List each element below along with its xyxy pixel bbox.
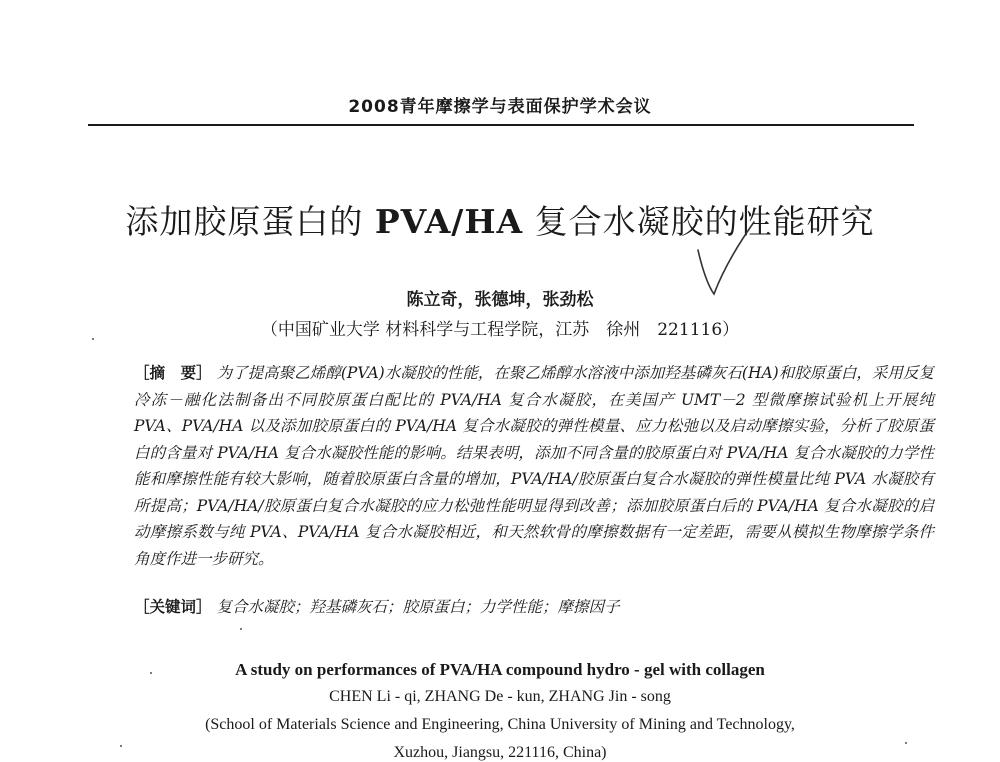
keywords <box>134 594 904 620</box>
title-en: A study on performances of PVA/HA compound hydro - gel with collagen <box>235 660 765 679</box>
title-cn-part2: 复合水凝胶的性能研究 <box>523 202 875 241</box>
affiliation-en-line1: (School of Materials Science and Engineering, China University of Mining and Technology, <box>205 716 795 733</box>
title-latin: PVA/HA <box>374 202 524 241</box>
article-title <box>0 196 1000 243</box>
abstract-label: ［摘 要］ <box>134 363 212 382</box>
header-rule <box>88 124 914 126</box>
affiliation-en-line2: Xuzhou, Jiangsu, 221116, China) <box>393 744 607 761</box>
authors-en: CHEN Li - qi, ZHANG De - kun, ZHANG Jin - song <box>329 688 671 705</box>
authors-cn: 陈立奇，张德坤，张劲松 <box>406 290 594 310</box>
abstract-text: 为了提高聚乙烯醇(PVA)水凝胶的性能，在聚乙烯醇水溶液中添加羟基磷灰石(HA)和胶原蛋白，采用反复冷冻－融化法制备出不同胶原蛋白配比的 PVA/HA 复合水凝胶，在美国产 UMT－2 型微摩擦试验机上开展纯 PVA、PVA/HA 以及添加胶原蛋白的 PVA/HA 复合水凝胶的弹性模量、应力松弛以及启动摩擦实验，分析了胶原蛋白的含量对 PVA/HA 复合水凝胶性能的影响。结果表明，添加不同含量的胶原蛋白对 PVA/HA 复合水凝胶的力学性能和摩擦性能有较大影响，随着胶原蛋白含量的增加，PVA/HA/胶原蛋白复合水凝胶的弹性模量比纯 PVA 水凝胶有所提高；PVA/HA/胶原蛋白复合水凝胶的应力松弛性能明显得到改善；添加胶原蛋白后的 PVA/HA 复合水凝胶的启动摩擦系数与纯 PVA、PVA/HA 复合水凝胶相近，和天然软骨的摩擦数据有一定差距，需要从模拟生物摩擦学条件角度作进一步研究。 <box>134 364 934 568</box>
title-cn-part1: 添加胶原蛋白的 <box>125 202 375 241</box>
keywords-label: ［关键词］ <box>134 597 212 616</box>
running-head: 2008青年摩擦学与表面保护学术会议 <box>348 97 652 117</box>
scan-speck <box>240 628 242 630</box>
affiliation-cn: （中国矿业大学 材料科学与工程学院，江苏 徐州 221116） <box>260 320 740 340</box>
abstract <box>100 360 934 572</box>
keywords-text: 复合水凝胶；羟基磷灰石；胶原蛋白；力学性能；摩擦因子 <box>216 598 620 616</box>
scan-speck <box>92 338 94 340</box>
